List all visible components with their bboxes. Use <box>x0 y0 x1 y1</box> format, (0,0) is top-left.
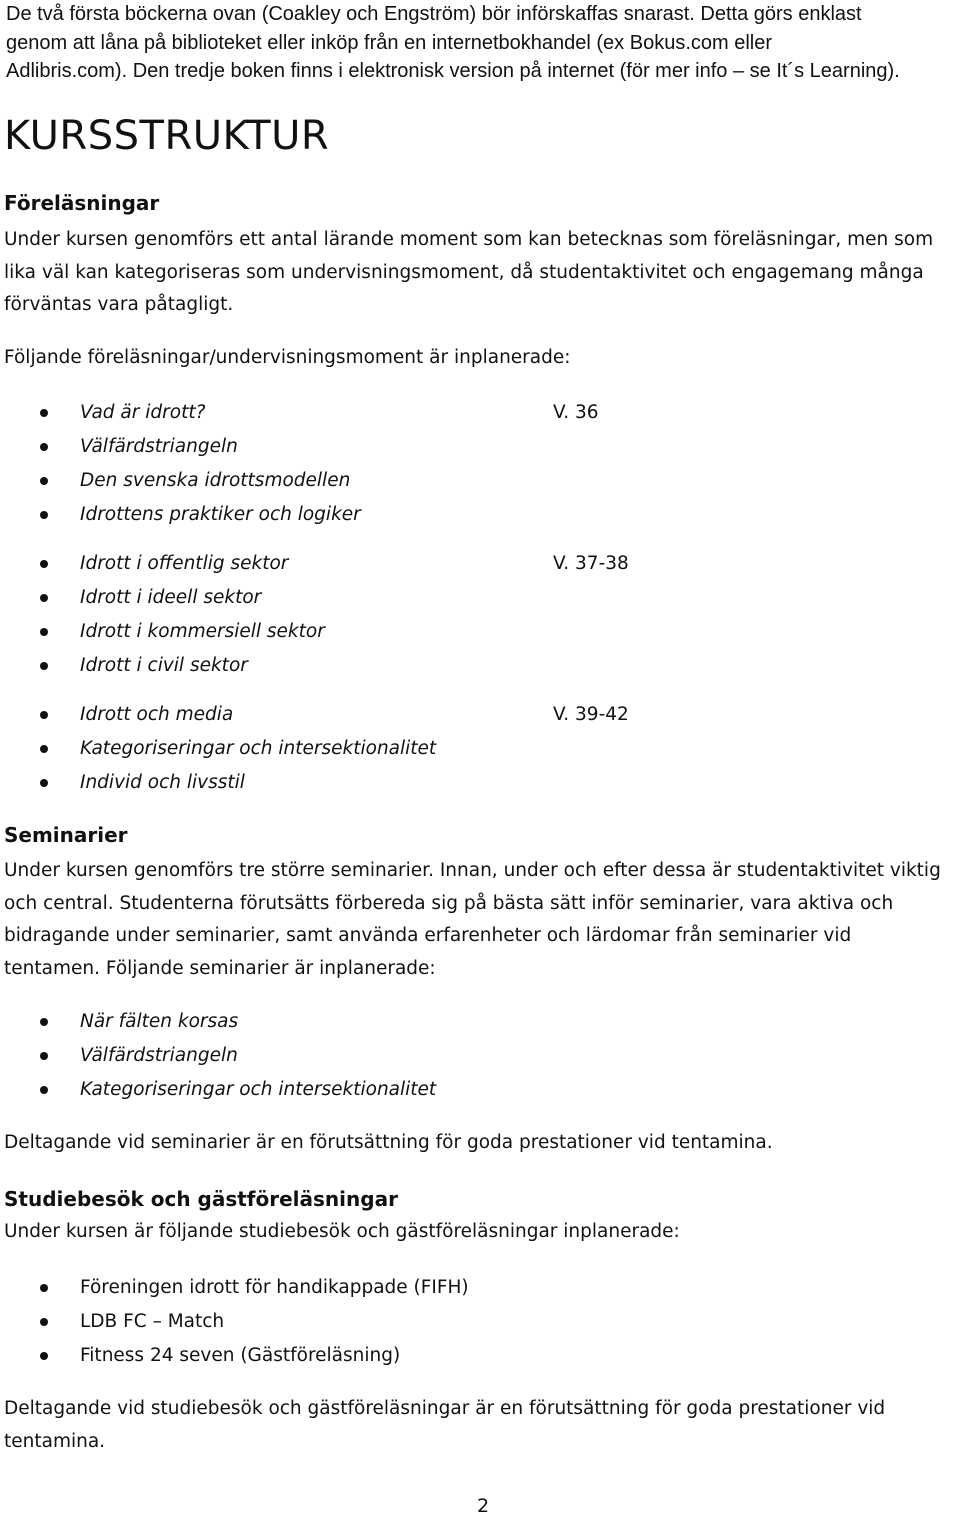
seminar-title: Kategoriseringar och intersektionalitet <box>80 1079 437 1100</box>
paragraph-line: Följande föreläsningar/undervisningsmoment är inplanerade: <box>4 347 571 368</box>
visit-title: Föreningen idrott för handikappade (FIFH) <box>80 1277 469 1298</box>
seminars-list <box>0 1005 960 1107</box>
intro-line: Adlibris.com). Den tredje boken finns i elektronisk version på internet (för mer info – se It´s Learning). <box>6 60 900 82</box>
visit-title: Fitness 24 seven (Gästföreläsning) <box>80 1345 401 1366</box>
lecture-title: Idrott i ideell sektor <box>80 587 262 608</box>
bullet-icon <box>40 1284 48 1292</box>
list-item <box>0 547 960 581</box>
bullet-icon <box>40 1052 48 1060</box>
bullet-icon <box>40 779 48 787</box>
paragraph-line: lika väl kan kategoriseras som undervisningsmoment, då studentaktivitet och engagemang många <box>4 261 924 283</box>
list-item <box>0 1005 960 1039</box>
lecture-title: Idrott i kommersiell sektor <box>80 621 325 642</box>
bullet-icon <box>40 560 48 568</box>
bullet-icon <box>40 711 48 719</box>
intro-line: De två första böckerna ovan (Coakley och Engström) bör införskaffas snarast. Detta görs enklast <box>6 3 862 25</box>
intro-line: genom att låna på biblioteket eller inköp från en internetbokhandel (ex Bokus.com eller <box>6 31 773 54</box>
visit-title: LDB FC – Match <box>80 1311 225 1332</box>
lecture-title: Välfärdstriangeln <box>80 436 238 457</box>
list-item <box>0 464 960 498</box>
list-item <box>0 1339 960 1373</box>
visits-intro <box>4 1216 956 1249</box>
paragraph-line: Deltagande vid seminarier är en förutsättning för goda prestationer vid tentamina. <box>4 1132 773 1153</box>
page-heading: KURSSTRUKTUR <box>4 113 330 159</box>
lecture-title: Vad är idrott? <box>80 402 206 423</box>
lecture-title: Kategoriseringar och intersektionalitet <box>80 738 437 759</box>
paragraph-line: tentamina. <box>4 1430 106 1452</box>
lecture-title: Idrottens praktiker och logiker <box>80 504 361 525</box>
lecture-week: V. 37-38 <box>553 553 629 574</box>
bullet-icon <box>40 443 48 451</box>
lecture-title: Den svenska idrottsmodellen <box>80 470 351 491</box>
list-item <box>0 615 960 649</box>
bullet-icon <box>40 1086 48 1094</box>
bullet-icon <box>40 1318 48 1326</box>
paragraph-line: Under kursen genomförs tre större seminarier. Innan, under och efter dessa är studentaktivitet viktig <box>4 860 941 881</box>
list-item <box>0 498 960 532</box>
paragraph-line: bidragande under seminarier, samt använda erfarenheter och lärdomar från seminarier vid <box>4 925 852 946</box>
lecture-title: Idrott i civil sektor <box>80 655 248 676</box>
seminar-title: När fälten korsas <box>80 1011 239 1032</box>
visits-requirement <box>4 1393 956 1458</box>
lectures-paragraph <box>4 224 956 322</box>
lectures-heading: Föreläsningar <box>4 191 160 215</box>
list-item <box>0 1271 960 1305</box>
page-number: 2 <box>476 1495 490 1517</box>
lectures-list <box>0 396 960 800</box>
bullet-icon <box>40 1352 48 1360</box>
list-item <box>0 732 960 766</box>
visits-list <box>0 1271 960 1373</box>
list-item <box>0 766 960 800</box>
bullet-icon <box>40 594 48 602</box>
bullet-icon <box>40 662 48 670</box>
bullet-icon <box>40 1018 48 1026</box>
list-item <box>0 698 960 732</box>
lecture-week: V. 39-42 <box>553 704 629 725</box>
list-item <box>0 581 960 615</box>
paragraph-line: tentamen. Följande seminarier är inplanerade: <box>4 957 436 979</box>
bullet-icon <box>40 745 48 753</box>
visits-heading: Studiebesök och gästföreläsningar <box>4 1187 398 1211</box>
lecture-title: Idrott och media <box>80 704 234 725</box>
intro-paragraph <box>6 0 946 86</box>
lecture-title: Idrott i offentlig sektor <box>80 553 289 574</box>
paragraph-line: Under kursen är följande studiebesök och gästföreläsningar inplanerade: <box>4 1221 680 1242</box>
paragraph-line: Under kursen genomförs ett antal lärande moment som kan betecknas som föreläsningar, men som <box>4 229 934 250</box>
lectures-planned-text <box>4 342 956 375</box>
list-item <box>0 1305 960 1339</box>
bullet-icon <box>40 628 48 636</box>
paragraph-line: och central. Studenterna förutsätts förbereda sig på bästa sätt inför seminarier, vara aktiva och <box>4 892 894 914</box>
bullet-icon <box>40 477 48 485</box>
lecture-week: V. 36 <box>553 402 599 423</box>
bullet-icon <box>40 409 48 417</box>
list-item <box>0 1039 960 1073</box>
list-item <box>0 649 960 683</box>
seminar-title: Välfärdstriangeln <box>80 1045 238 1066</box>
seminars-requirement <box>4 1127 956 1160</box>
lecture-title: Individ och livsstil <box>80 772 245 793</box>
bullet-icon <box>40 511 48 519</box>
paragraph-line: Deltagande vid studiebesök och gästföreläsningar är en förutsättning för goda prestationer vid <box>4 1398 886 1419</box>
list-item <box>0 1073 960 1107</box>
list-item <box>0 396 960 430</box>
paragraph-line: förväntas vara påtagligt. <box>4 294 234 315</box>
seminars-paragraph <box>4 855 956 985</box>
list-item <box>0 430 960 464</box>
seminars-heading: Seminarier <box>4 823 128 847</box>
